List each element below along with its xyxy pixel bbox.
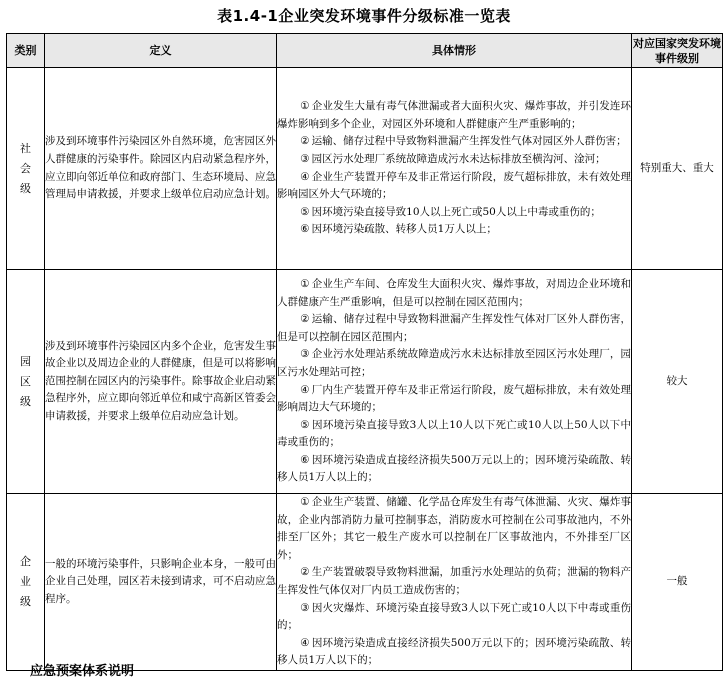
- item-number: ②: [300, 566, 310, 579]
- situation-item: [277, 452, 631, 487]
- item-number: ③: [300, 152, 310, 165]
- item-number: ⑥: [300, 453, 310, 466]
- category-cell: [7, 68, 45, 270]
- page-title: 表1.4-1企业突发环境事件分级标准一览表: [217, 7, 511, 25]
- situation-item: [277, 494, 631, 564]
- situation-item: [277, 276, 631, 311]
- section-heading: 应急预案体系说明: [30, 664, 135, 679]
- item-text: 因环境污染造成直接经济损失500万元以下的；因环境污染疏散、转移人员1万人以下的；: [277, 636, 631, 667]
- item-number: ①: [300, 100, 310, 113]
- situation-item: [277, 221, 631, 239]
- item-text: 企业生产装置开停车及非正常运行阶段，废气超标排放，未有效处理影响园区外大气环境的；: [277, 170, 631, 201]
- header-category: 类别: [7, 34, 45, 68]
- item-number: ③: [300, 348, 310, 361]
- category-cell: [7, 270, 45, 494]
- item-text: 因环境污染直接导致3人以上10人以下死亡或10人以上50人以下中毒或重伤的；: [277, 418, 631, 449]
- situation-item: [277, 382, 631, 417]
- category-cell: [7, 494, 45, 671]
- situation-item: [277, 417, 631, 452]
- item-text: 因火灾爆炸、环境污染直接导致3人以下死亡或10人以下中毒或重伤的；: [277, 601, 631, 632]
- situation-item: [277, 311, 631, 346]
- header-definition: 定义: [45, 34, 277, 68]
- item-text: 企业污水处理站系统故障造成污水未达标排放至园区污水处理厂，园区污水处理站可控；: [277, 348, 631, 378]
- item-text: 厂内生产装置开停车及非正常运行阶段，废气超标排放，未有效处理影响周边大气环境的；: [277, 383, 631, 414]
- definition-cell: 一般的环境污染事件，只影响企业本身，一般可由企业自己处理，园区若未接到请求，可不启动应急程序。: [45, 494, 277, 671]
- item-number: ④: [300, 170, 310, 183]
- situation-item: [277, 564, 631, 599]
- item-text: 因环境污染直接导致10人以上死亡或50人以上中毒或重伤的；: [311, 205, 601, 218]
- level-cell: 一般: [632, 494, 723, 671]
- item-number: ①: [300, 277, 310, 290]
- item-number: ③: [300, 601, 310, 614]
- item-text: 企业生产车间、仓库发生大面积火灾、爆炸事故，对周边企业环境和人群健康产生严重影响，但是可以控制在园区范围内；: [277, 277, 631, 308]
- item-number: ④: [300, 636, 310, 649]
- item-text: 因环境污染造成直接经济损失500万元以上的；因环境污染疏散、转移人员1万人以上的；: [277, 453, 631, 484]
- item-number: ④: [300, 383, 310, 396]
- situation-item: [277, 169, 631, 204]
- table-row: [7, 270, 723, 494]
- definition-cell: 涉及到环境事件污染园区内多个企业，危害发生事故企业以及周边企业的人群健康，但是可以将影响范围控制在园区内的污染事件。除事故企业启动紧急程序外，应立即向邻近单位和咸宁高新区管委会申请救援，并要求上级单位启动应急计划。: [45, 270, 277, 494]
- item-text: 企业发生大量有毒气体泄漏或者大面积火灾、爆炸事故，并引发连环爆炸影响到多个企业，对园区外环境和人群健康产生严重影响的；: [277, 100, 631, 130]
- category-label: 企业级: [20, 554, 31, 608]
- category-label: 园区级: [20, 354, 31, 408]
- item-number: ⑤: [300, 205, 310, 218]
- item-text: 企业生产装置、储罐、化学品仓库发生有毒气体泄漏、火灾、爆炸事故，企业内部消防力量可控制事态，消防废水可控制在公司事故池内，不外排至厂区外；其它一般生产废水可以控制在厂区事故池内，不外排至厂区外；: [277, 496, 631, 561]
- table-row: [7, 68, 723, 270]
- situation-cell: [277, 68, 632, 270]
- situation-cell: [277, 494, 632, 671]
- header-national-level: 对应国家突发环境事件级别: [632, 34, 723, 68]
- situation-item: [277, 635, 631, 670]
- item-text: 生产装置破裂导致物料泄漏，加重污水处理站的负荷；泄漏的物料产生挥发性气体仅对厂内员工造成伤害的；: [277, 566, 631, 596]
- definition-cell: 涉及到环境事件污染园区外自然环境，危害园区外人群健康的污染事件。除园区内启动紧急程序外，应立即向邻近单位和政府部门、生态环境局、应急管理局申请救援，并要求上级单位启动应急计划。: [45, 68, 277, 270]
- item-number: ②: [300, 313, 310, 326]
- item-number: ②: [300, 135, 310, 148]
- level-cell: 较大: [632, 270, 723, 494]
- situation-cell: [277, 270, 632, 494]
- item-text: 园区污水处理厂系统故障造成污水未达标排放至横沟河、淦河；: [311, 152, 606, 165]
- situation-item: [277, 600, 631, 635]
- item-number: ①: [300, 496, 310, 508]
- item-text: 运输、储存过程中导致物料泄漏产生挥发性气体对厂区外人群伤害，但是可以控制在园区范围内；: [277, 313, 631, 343]
- header-situation: 具体情形: [277, 34, 632, 68]
- table-header-row: [7, 34, 723, 68]
- category-label: 社会级: [20, 141, 31, 195]
- item-text: 因环境污染疏散、转移人员1万人以上；: [311, 223, 497, 236]
- item-text: 运输、储存过程中导致物料泄漏产生挥发性气体对园区外人群伤害；: [311, 135, 627, 148]
- item-number: ⑥: [300, 223, 310, 236]
- grading-table: [6, 33, 723, 671]
- situation-item: [277, 133, 631, 151]
- level-cell: 特别重大、重大: [632, 68, 723, 270]
- table-row: [7, 494, 723, 671]
- situation-item: [277, 204, 631, 222]
- situation-item: [277, 346, 631, 381]
- item-number: ⑤: [300, 418, 310, 431]
- situation-item: [277, 151, 631, 169]
- situation-item: [277, 98, 631, 133]
